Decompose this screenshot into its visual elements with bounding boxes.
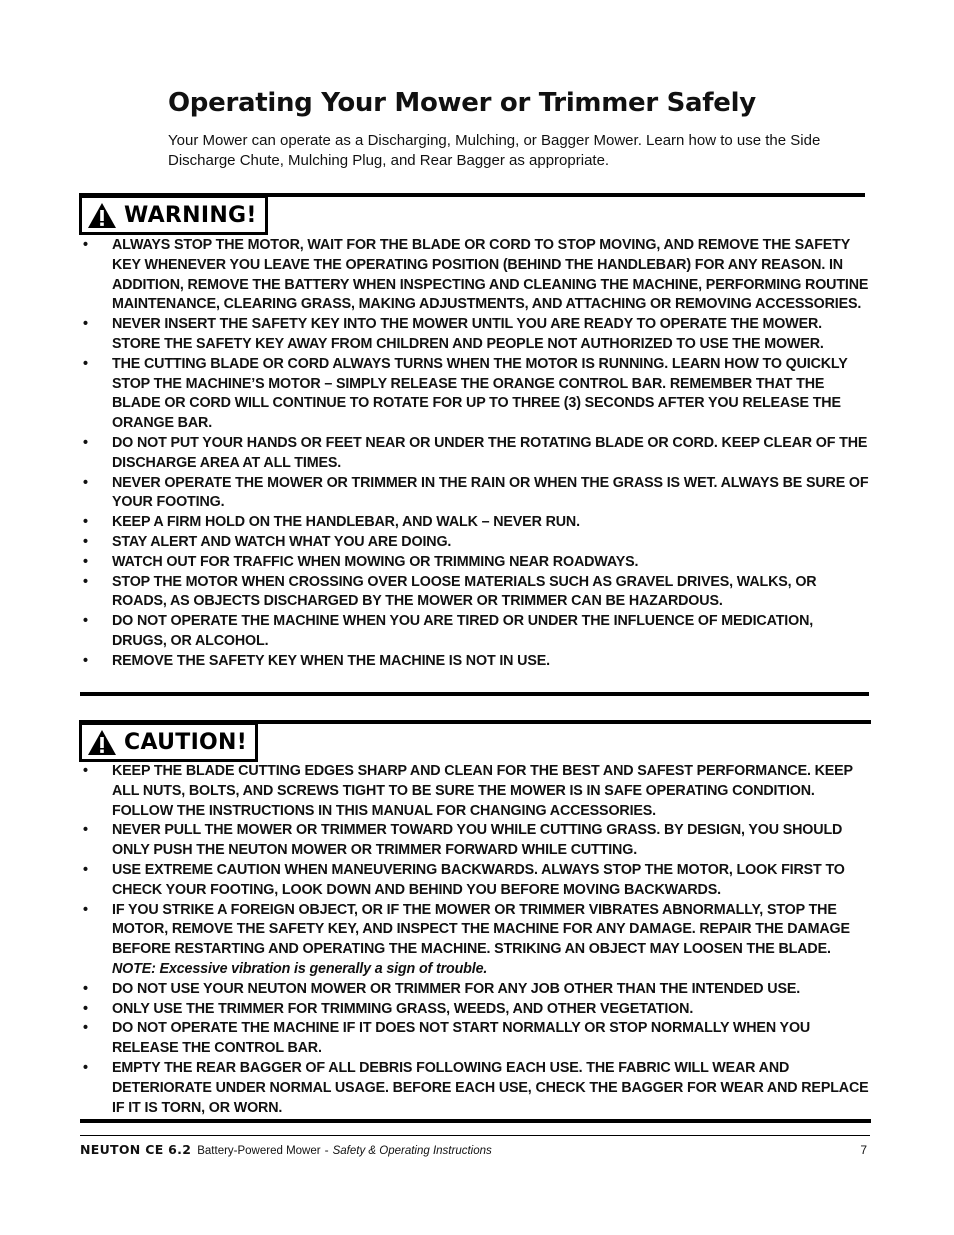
warning-bottom-rule [80, 692, 869, 696]
footer-brand: NEUTON CE 6.2 [80, 1142, 192, 1157]
footer-separator: - [324, 1143, 329, 1157]
warning-item [80, 474, 870, 514]
caution-item [80, 980, 870, 1000]
caution-item-text: USE EXTREME CAUTION WHEN MANEUVERING BACKWARDS. ALWAYS STOP THE MOTOR, LOOK FIRST TO CHECK YOUR FOOTING, LOOK DOWN AND BEHIND YOU BEFORE MOVING BACKWARDS. [112, 861, 845, 898]
warning-item-text: STOP THE MOTOR WHEN CROSSING OVER LOOSE MATERIALS SUCH AS GRAVEL DRIVES, WALKS, OR ROADS, AS OBJECTS DISCHARGED BY THE MOWER OR TRIMMER CAN BE HAZARDOUS. [112, 573, 817, 610]
caution-label: CAUTION! [124, 729, 248, 755]
warning-item [80, 315, 870, 355]
caution-item-text: KEEP THE BLADE CUTTING EDGES SHARP AND CLEAN FOR THE BEST AND SAFEST PERFORMANCE. KEEP ALL NUTS, BOLTS, AND SCREWS TIGHT TO BE SURE THE MOWER IS IN SAFE OPERATING CONDITION. FOLLOW THE INSTRUCTIONS IN THIS MANUAL FOR CHANGING ACCESSORIES. [112, 763, 853, 819]
warning-item [80, 434, 870, 474]
caution-item-text: DO NOT OPERATE THE MACHINE IF IT DOES NOT START NORMALLY OR STOP NORMALLY WHEN YOU RELEASE THE CONTROL BAR. [112, 1020, 811, 1057]
caution-item-text: EMPTY THE REAR BAGGER OF ALL DEBRIS FOLLOWING EACH USE. THE FABRIC WILL WEAR AND DETERIORATE UNDER NORMAL USAGE. BEFORE EACH USE, CHECK THE BAGGER FOR WEAR AND REPLACE IF IT IS TORN, OR WORN. [112, 1059, 869, 1116]
warning-item [80, 533, 870, 553]
warning-item-text: NEVER OPERATE THE MOWER OR TRIMMER IN THE RAIN OR WHEN THE GRASS IS WET. ALWAYS BE SURE OF YOUR FOOTING. [112, 474, 869, 511]
caution-bottom-rule [80, 1119, 871, 1123]
caution-badge [79, 722, 258, 762]
caution-item-text: NEVER PULL THE MOWER OR TRIMMER TOWARD YOU WHILE CUTTING GRASS. BY DESIGN, YOU SHOULD ONLY PUSH THE NEUTON MOWER OR TRIMMER FORWARD WHILE CUTTING. [112, 822, 843, 859]
caution-item [80, 1019, 870, 1059]
caution-item [80, 1000, 870, 1020]
caution-item [80, 762, 870, 821]
intro-paragraph: Your Mower can operate as a Discharging, Mulching, or Bagger Mower. Learn how to use the Side Discharge Chute, Mulching Plug, and Rear Bagger as appropriate. [168, 132, 821, 169]
warning-item-text: STAY ALERT AND WATCH WHAT YOU ARE DOING. [112, 533, 452, 550]
warning-item-text: NEVER INSERT THE SAFETY KEY INTO THE MOWER UNTIL YOU ARE READY TO OPERATE THE MOWER. STORE THE SAFETY KEY AWAY FROM CHILDREN AND PEOPLE NOT AUTHORIZED TO USE THE MOWER. [112, 316, 824, 352]
warning-triangle-icon [87, 202, 117, 229]
caution-item-text: IF YOU STRIKE A FOREIGN OBJECT, OR IF THE MOWER OR TRIMMER VIBRATES ABNORMALLY, STOP THE MOTOR, REMOVE THE SAFETY KEY, AND INSPECT THE MACHINE FOR ANY DAMAGE. REPAIR THE DAMAGE BEFORE RESTARTING AND OPERATING THE MACHINE. STRIKING AN OBJECT MAY LOOSEN THE BLADE. [112, 901, 850, 958]
warning-item [80, 236, 870, 315]
warning-item-text: REMOVE THE SAFETY KEY WHEN THE MACHINE IS NOT IN USE. [112, 652, 550, 669]
footer-description: Battery-Powered Mower [197, 1145, 321, 1157]
warning-item [80, 652, 870, 672]
page-title: Operating Your Mower or Trimmer Safely [168, 88, 756, 118]
caution-item [80, 901, 870, 980]
caution-item [80, 861, 870, 901]
warning-item-text: ALWAYS STOP THE MOTOR, WAIT FOR THE BLADE OR CORD TO STOP MOVING, AND REMOVE THE SAFETY KEY WHENEVER YOU LEAVE THE OPERATING POSITION (BEHIND THE HANDLEBAR) FOR ANY REASON. IN ADDITION, REMOVE THE BATTERY WHEN INSPECTING AND CLEANING THE MACHINE, PERFORMING ROUTINE MAINTENANCE, CLEARING GRASS, MAKING ADJUSTMENTS, AND ATTACHING OR REMOVING ACCESSORIES. [112, 237, 869, 313]
warning-item [80, 355, 870, 434]
warning-item [80, 513, 870, 533]
footer-doc-title: Safety & Operating Instructions [332, 1145, 492, 1157]
warning-item-text: KEEP A FIRM HOLD ON THE HANDLEBAR, AND WALK – NEVER RUN. [112, 514, 580, 531]
caution-item [80, 1059, 870, 1118]
warning-item [80, 612, 870, 652]
warning-item [80, 573, 870, 613]
footer-rule [80, 1135, 870, 1136]
warning-item-text: THE CUTTING BLADE OR CORD ALWAYS TURNS WHEN THE MOTOR IS RUNNING. LEARN HOW TO QUICKLY STOP THE MACHINE’S MOTOR – SIMPLY RELEASE THE ORANGE CONTROL BAR. REMEMBER THAT THE BLADE OR CORD WILL CONTINUE TO ROTATE FOR UP TO THREE (3) SECONDS AFTER YOU RELEASE THE ORANGE BAR. [112, 355, 848, 432]
warning-item [80, 553, 870, 573]
warning-badge [79, 195, 268, 235]
page-footer [80, 1142, 870, 1160]
caution-item-text: DO NOT USE YOUR NEUTON MOWER OR TRIMMER FOR ANY JOB OTHER THAN THE INTENDED USE. [112, 980, 801, 997]
caution-note: NOTE: Excessive vibration is generally a sign of trouble. [112, 960, 488, 977]
warning-item-text: DO NOT OPERATE THE MACHINE WHEN YOU ARE TIRED OR UNDER THE INFLUENCE OF MEDICATION, DRUGS, OR ALCOHOL. [112, 613, 814, 649]
caution-list [80, 762, 870, 1118]
warning-item-text: DO NOT PUT YOUR HANDS OR FEET NEAR OR UNDER THE ROTATING BLADE OR CORD. KEEP CLEAR OF THE DISCHARGE AREA AT ALL TIMES. [112, 434, 868, 471]
warning-list [80, 236, 870, 672]
warning-item-text: WATCH OUT FOR TRAFFIC WHEN MOWING OR TRIMMING NEAR ROADWAYS. [112, 553, 639, 570]
page-number: 7 [860, 1143, 867, 1157]
caution-item [80, 821, 870, 861]
caution-item-text: ONLY USE THE TRIMMER FOR TRIMMING GRASS, WEEDS, AND OTHER VEGETATION. [112, 1000, 694, 1017]
warning-label: WARNING! [124, 202, 257, 228]
warning-triangle-icon [87, 729, 117, 756]
